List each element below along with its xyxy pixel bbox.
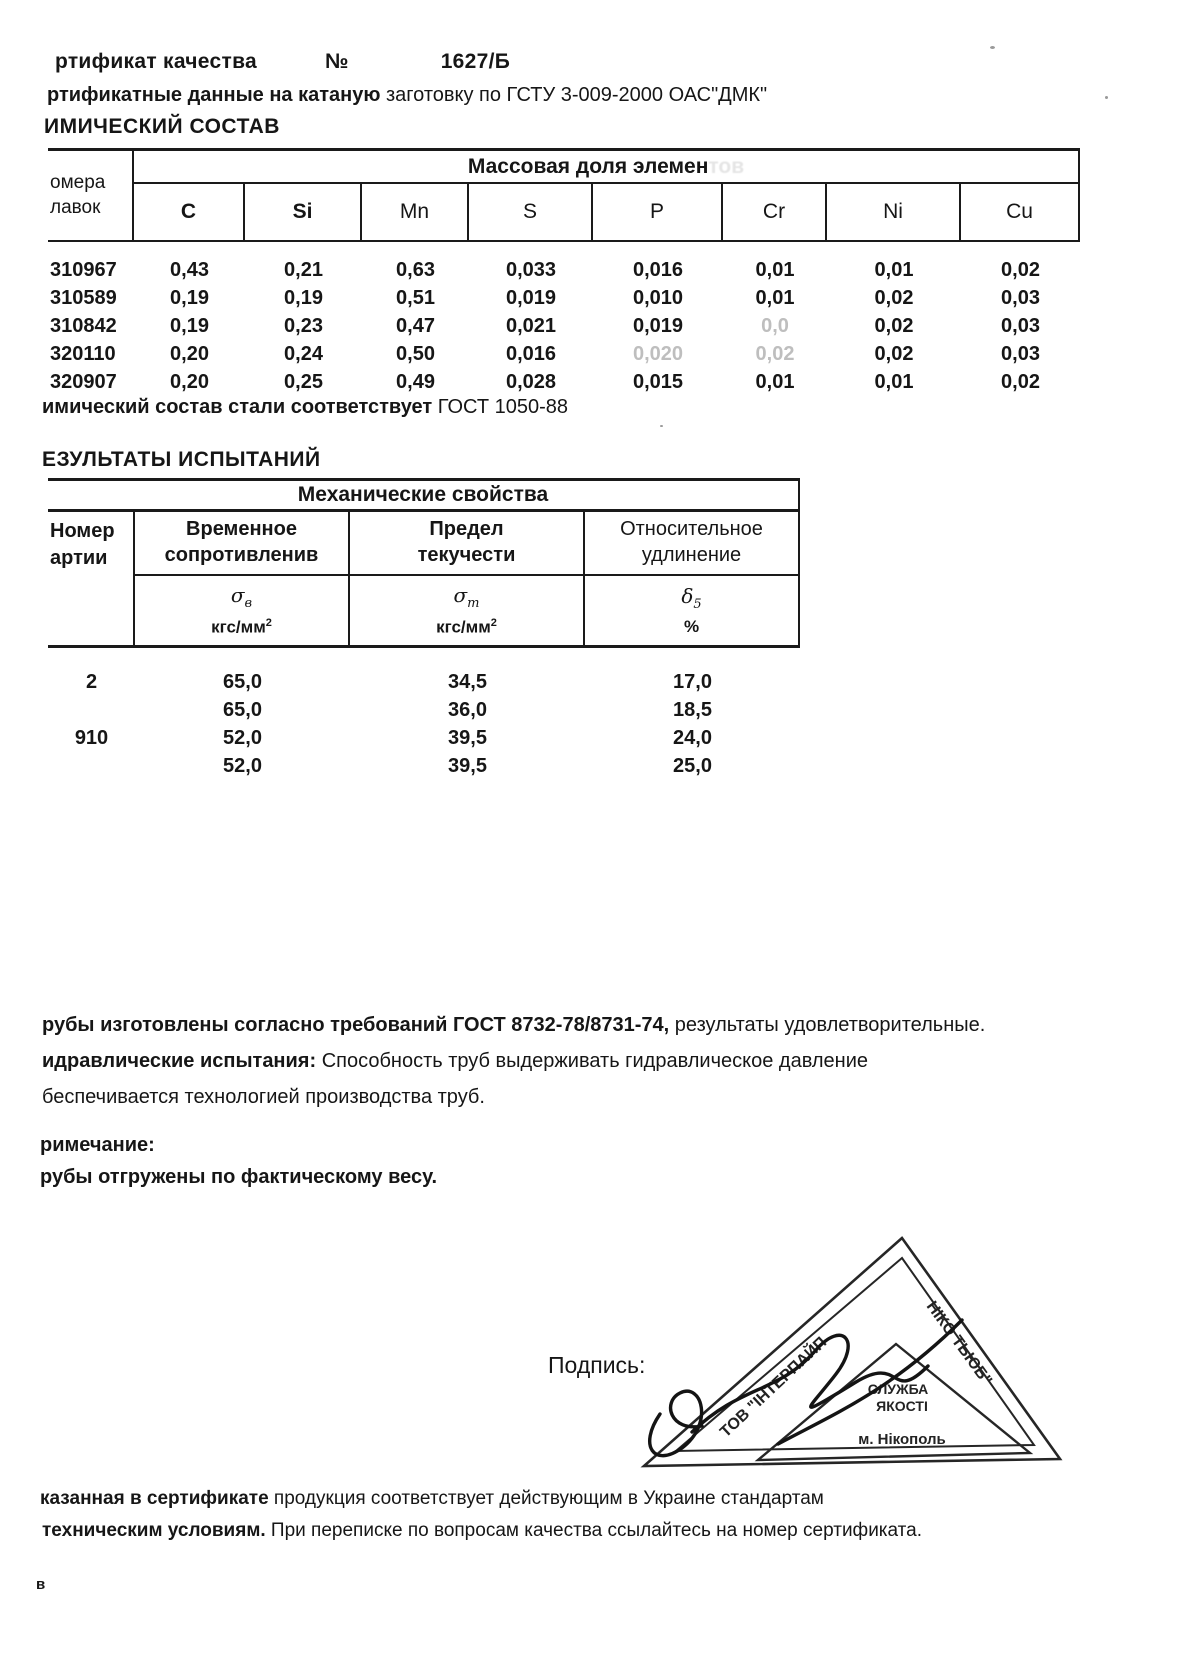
mech-col-units [350,576,585,648]
unit-label: кгс/$мм^2$ [436,616,497,637]
chem-value: 0,033 [505,258,557,281]
chem-value: 0,01 [874,258,914,281]
mech-value: 34,5 [448,670,487,693]
chem-span-header: Массовая доля элемен тов [134,148,1080,184]
unit-label: % [683,617,700,637]
chem-value: 0,02 [874,314,914,337]
chem-table [48,148,1080,396]
mech-value: 52,0 [223,754,262,777]
chem-value: 0,020 [632,342,684,365]
chem-conformity-note: имический состав стали соответствует ГОСТ 1050-88 [42,396,568,418]
chem-value: 0,49 [396,370,435,393]
chem-col-cu: Cu [961,184,1080,242]
chem-value: 0,0 [761,314,789,337]
subtitle-rest: заготовку по ГСТУ 3-009-2000 ОАС"ДМК" [380,84,768,106]
chem-value: 0,021 [505,314,557,337]
chem-col-melt-header: омера лавок [48,148,134,242]
mech-value: 25,0 [673,754,712,777]
mech-col-header: Временное сопротивленив [135,512,350,576]
chem-value: 0,02 [1001,370,1040,393]
stamp-left-text: ТОВ "ІНТЕРПАЙП [717,1333,831,1441]
mech-table [48,478,800,780]
subtitle-bold: ртификатные данные на катаную [47,84,381,106]
scan-speck [990,46,995,49]
chem-value: 0,43 [170,258,209,281]
chem-melt-number: 310589 [50,286,117,309]
chem-melt-number: 320907 [50,370,117,393]
chem-value: 0,23 [284,314,323,337]
chem-value: 0,028 [505,370,557,393]
sigma-symbol: $\delta_5$ [681,583,702,612]
mech-col-units [135,576,350,648]
stamp-center-line2: ЯКОСТІ [876,1398,928,1414]
chem-value: 0,24 [284,342,323,365]
chem-value: 0,019 [632,314,684,337]
chem-col-cr: Cr [723,184,827,242]
mech-batch-number: 910 [74,726,109,749]
chem-value: 0,25 [284,370,323,393]
chem-value: 0,63 [396,258,435,281]
chem-value: 0,21 [284,258,323,281]
chem-value: 0,50 [396,342,435,365]
numero-sign: № [324,50,349,73]
unit-label: кгс/$мм^2$ [211,616,272,637]
hydraulic-test-line2: беспечивается технологией производства труб. [42,1086,485,1108]
chem-melt-number: 310842 [50,314,117,337]
stamp-center-line1: СЛУЖБА [867,1381,929,1397]
footer-line2: техническим условиям. При переписке по вопросам качества ссылайтесь на номер сертификата. [42,1520,923,1541]
mech-value: 24,0 [673,726,712,749]
mech-col-batch-header: Номер артии [48,512,135,648]
chem-value: 0,03 [1001,342,1040,365]
mech-col-header: Относительное удлинение [585,512,800,576]
mech-batch-number [48,752,135,780]
chem-value: 0,02 [874,286,914,309]
stamp-outer-triangle [644,1238,1060,1466]
mech-value: 18,5 [673,698,712,721]
chem-value: 0,016 [505,342,557,365]
mech-col-header: Предел текучести [350,512,585,576]
scan-speck [660,425,663,427]
certificate-label: ртификат качества [55,50,257,73]
chem-col-si: Si [245,184,362,242]
chem-value: 0,019 [505,286,557,309]
chem-value: 0,02 [755,342,795,365]
certificate-number: 1627/Б [440,50,511,73]
chem-value: 0,010 [632,286,684,309]
certificate-subtitle [47,84,767,107]
chem-span-header-faded-tail: тов [708,154,745,178]
section-chemical-composition: ИМИЧЕСКИЙ СОСТАВ [44,115,280,138]
mech-col-units [585,576,800,648]
chem-value: 0,02 [874,342,914,365]
mech-batch-number: 2 [85,670,98,693]
mech-value: 36,0 [448,698,487,721]
mech-value: 39,5 [448,754,487,777]
quality-stamp [630,1232,1078,1478]
sigma-symbol: $\sigma_т$ [453,583,480,612]
mech-value: 65,0 [223,698,262,721]
mech-value: 17,0 [673,670,712,693]
note-title: римечание: [40,1134,155,1156]
chem-value: 0,02 [1001,258,1040,281]
chem-melt-number: 310967 [50,258,117,281]
section-test-results: ЕЗУЛЬТАТЫ ИСПЫТАНИЙ [42,448,321,471]
chem-value: 0,01 [874,370,914,393]
chem-value: 0,47 [396,314,435,337]
chem-col-s: S [469,184,593,242]
stray-character: в [36,1576,46,1593]
mech-value: 65,0 [223,670,262,693]
pipes-standard-line: рубы изготовлены согласно требований ГОСТ 8732-78/8731-74, результаты удовлетворительные. [42,1014,986,1036]
chem-value: 0,19 [170,314,209,337]
chem-col-c: C [134,184,245,242]
stamp-bottom-line: м. Нікополь [858,1431,946,1448]
sigma-symbol: $\sigma_в$ [230,583,253,612]
chem-value: 0,20 [170,370,209,393]
chem-melt-number: 320110 [50,342,116,365]
footer-line1: казанная в сертификате продукция соответствует действующим в Украине стандартам [40,1488,824,1509]
chem-col-mn: Mn [362,184,469,242]
chem-value: 0,03 [1001,286,1040,309]
chem-value: 0,19 [170,286,209,309]
chem-value: 0,20 [170,342,209,365]
chem-col-ni: Ni [827,184,961,242]
chem-value: 0,03 [1001,314,1040,337]
hydraulic-test-line: идравлические испытания: Способность труб выдерживать гидравлическое давление [42,1050,868,1072]
chem-value: 0,19 [284,286,323,309]
mech-value: 52,0 [223,726,262,749]
chem-col-p: P [593,184,723,242]
mech-value: 39,5 [448,726,487,749]
scan-speck [1105,96,1108,99]
chem-value: 0,016 [632,258,684,281]
chem-value: 0,51 [396,286,435,309]
mech-span-header: Механические свойства [48,478,800,512]
mech-batch-number [48,696,135,724]
chem-value: 0,01 [755,286,795,309]
certificate-title-line [55,50,510,74]
chem-value: 0,01 [755,258,795,281]
signature-label: Подпись: [548,1352,646,1378]
stamp-right-text: НІКО ТЬЮБ" [922,1298,996,1389]
chem-value: 0,015 [632,370,684,393]
chem-value: 0,01 [755,370,795,393]
note-line: рубы отгружены по фактическому весу. [40,1166,438,1188]
